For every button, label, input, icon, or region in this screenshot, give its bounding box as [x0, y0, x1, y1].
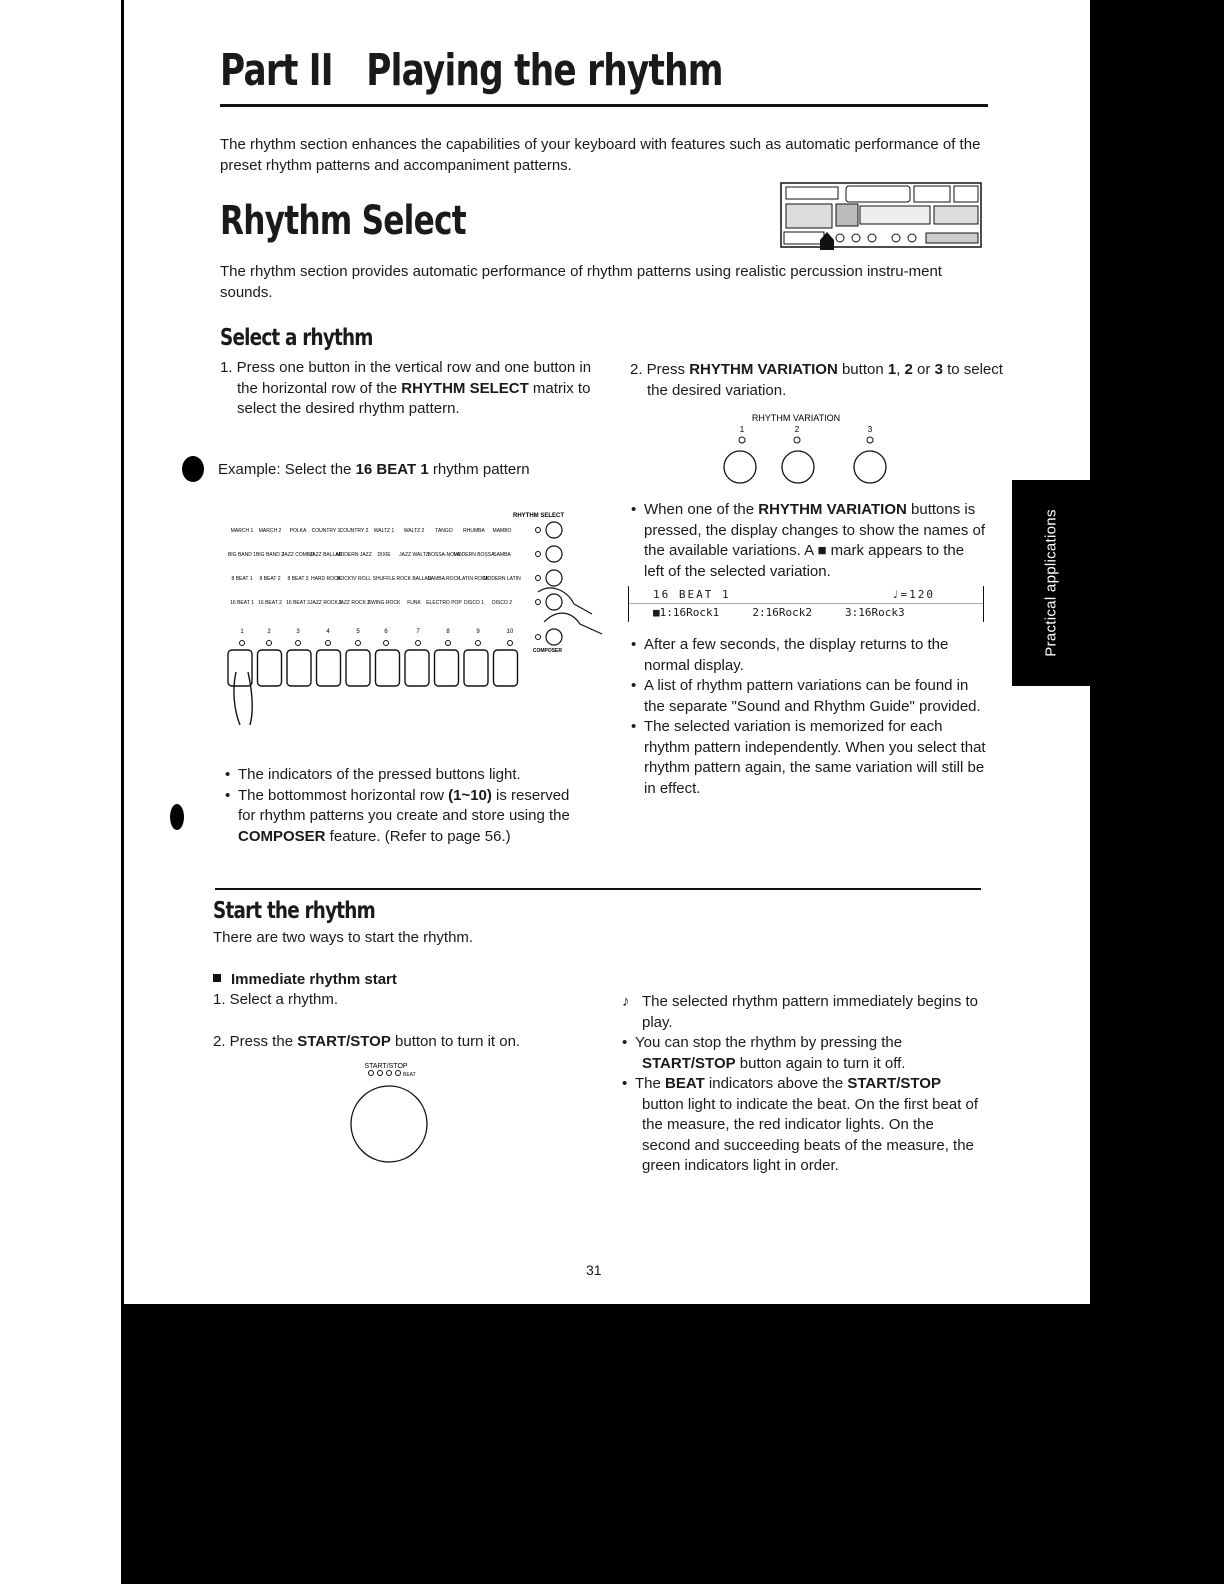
bullet-returns: • After a few seconds, the display returns to the normal display.	[626, 635, 986, 676]
column-indicator	[476, 641, 481, 646]
column-select-button[interactable]	[464, 650, 488, 686]
finger-icon	[234, 672, 252, 725]
bullet-list-guide: • A list of rhythm pattern variations can be found in the separate "Sound and Rhythm Guide" provided.	[626, 676, 986, 717]
matrix-rhythm-name: JAZZ BALLAD	[309, 552, 343, 558]
step-1-text: 1. Press one button in the vertical row and one button in the horizontal row of the RHYTHM SELECT matrix to select the desired rhythm pattern.	[220, 359, 592, 417]
matrix-rhythm-name: WALTZ 2	[403, 528, 425, 534]
matrix-rhythm-name: SHUFFLE	[372, 576, 396, 582]
section-heading-rhythm-select: Rhythm Select	[220, 198, 466, 244]
start-step-2: 2. Press the START/STOP button to turn it on.	[213, 1033, 521, 1050]
matrix-column-number: 3	[296, 629, 300, 635]
display-line-1: 16 BEAT 1	[653, 588, 731, 601]
variation-number-1: 1	[739, 425, 745, 434]
start-right-column	[622, 992, 982, 1177]
matrix-rhythm-name: 8 BEAT 2	[259, 576, 281, 582]
intro-text: The rhythm section enhances the capabilities of your keyboard with features such as automatic performance of the preset rhythm patterns and accompaniment patterns.	[220, 136, 981, 174]
composer-row-indicator	[536, 635, 541, 640]
matrix-rhythm-name: ELECTRO POP	[426, 600, 462, 606]
display-line-2: ■1:16Rock1 2:16Rock2 3:16Rock3	[653, 606, 905, 619]
matrix-rhythm-name: ROCK'N' ROLL	[336, 576, 372, 582]
row-select-button[interactable]	[546, 594, 562, 610]
page-title: Part II Playing the rhythm	[220, 45, 723, 96]
variation-button-1[interactable]	[724, 451, 756, 483]
section-divider	[215, 888, 981, 890]
start-stop-label: START/STOP	[364, 1063, 408, 1070]
start-stop-illustration	[340, 1058, 450, 1168]
matrix-rhythm-name: HARD ROCK	[310, 576, 342, 582]
hand-icon	[544, 613, 602, 634]
rhythm-variation-buttons	[712, 408, 892, 490]
example-text: Example: Select the 16 BEAT 1 rhythm pattern	[218, 461, 530, 478]
matrix-rhythm-name: JAZZ WALTZ	[399, 552, 429, 558]
matrix-rhythm-name: JAZZ ROCK 1	[310, 600, 342, 606]
matrix-rhythm-name: TANGO	[435, 528, 453, 534]
beat-indicator-4	[396, 1071, 401, 1076]
matrix-column-number: 6	[384, 629, 388, 635]
side-tab	[1012, 480, 1090, 686]
beat-indicator-2	[378, 1071, 383, 1076]
column-select-button[interactable]	[405, 650, 429, 686]
matrix-rhythm-name: 16 BEAT 1	[230, 600, 254, 606]
margin-dot	[182, 456, 204, 482]
matrix-column-number: 2	[267, 629, 271, 635]
matrix-rhythm-name: 8 BEAT 1	[231, 576, 253, 582]
page-margin-bottom	[123, 1304, 1090, 1584]
bullet-bottom-row: • The bottommost horizontal row (1~10) is reserved for rhythm patterns you create and store using the COMPOSER feature. (Refer to page 56.)	[220, 786, 570, 848]
matrix-column-number: 5	[356, 629, 360, 635]
lcd-display	[628, 586, 984, 622]
matrix-column-number: 10	[506, 629, 514, 635]
matrix-label: RHYTHM SELECT	[513, 513, 564, 519]
column-select-button[interactable]	[258, 650, 282, 686]
matrix-column-number: 9	[476, 629, 480, 635]
column-indicator	[267, 641, 272, 646]
bullet-indicators: • The indicators of the pressed buttons light.	[220, 765, 570, 786]
page-margin-right	[1090, 0, 1224, 1584]
matrix-column-number: 4	[326, 629, 330, 635]
matrix-rhythm-name: 8 BEAT 3	[287, 576, 309, 582]
matrix-rhythm-name: JAZZ ROCK 2	[338, 600, 370, 606]
section-heading-select-a-rhythm: Select a rhythm	[220, 325, 373, 351]
bullet-memorized: • The selected variation is memorized for each rhythm pattern independently. When you select that rhythm pattern again, the same variation will still be in effect.	[626, 717, 986, 799]
row-select-button[interactable]	[546, 522, 562, 538]
variation-indicator-3	[867, 437, 873, 443]
right-bullet-list-2	[626, 635, 986, 799]
column-indicator	[384, 641, 389, 646]
variation-label: RHYTHM VARIATION	[751, 413, 841, 423]
column-indicator	[416, 641, 421, 646]
variation-indicator-2	[794, 437, 800, 443]
column-indicator	[356, 641, 361, 646]
row-indicator	[536, 552, 541, 557]
immediate-start-heading: Immediate rhythm start	[213, 970, 397, 991]
matrix-column-number: 1	[240, 629, 244, 635]
composer-label: COMPOSER	[532, 648, 562, 654]
row-indicator	[536, 528, 541, 533]
matrix-rhythm-name: COUNTRY 1	[311, 528, 341, 534]
column-indicator	[240, 641, 245, 646]
matrix-rows	[228, 522, 562, 610]
matrix-rhythm-name: MARCH 2	[258, 528, 282, 534]
bullet-stop: • You can stop the rhythm by pressing the START/STOP button again to turn it off.	[622, 1033, 982, 1074]
row-indicator	[536, 576, 541, 581]
column-select-button[interactable]	[346, 650, 370, 686]
start-step-1: 1. Select a rhythm.	[213, 991, 339, 1008]
matrix-rhythm-name: 16 BEAT 2	[258, 600, 282, 606]
column-select-button[interactable]	[228, 650, 252, 686]
matrix-rhythm-name: MODERN LATIN	[483, 576, 521, 582]
variation-indicator-1	[739, 437, 745, 443]
matrix-rhythm-name: DIXIE	[377, 552, 391, 558]
margin-dot-2	[170, 804, 184, 830]
rhythm-select-matrix	[222, 500, 612, 730]
matrix-column-number: 8	[446, 629, 450, 635]
page-number: 31	[586, 1262, 602, 1278]
rhythm-select-intro: The rhythm section provides automatic performance of rhythm patterns using realistic percussion instru-ment sounds.	[220, 263, 942, 301]
variation-number-2: 2	[794, 425, 800, 434]
side-tab-label: Practical applications	[1042, 509, 1060, 657]
matrix-rhythm-name: BIG BAND 1	[227, 552, 257, 558]
display-tempo: ♩=120	[891, 588, 935, 601]
column-select-button[interactable]	[287, 650, 311, 686]
column-select-button[interactable]	[494, 650, 518, 686]
right-bullet-list	[626, 500, 986, 582]
matrix-rhythm-name: ROCK BALLAD	[396, 576, 432, 582]
matrix-rhythm-name: SAMBA	[493, 552, 511, 558]
section-heading-start-the-rhythm: Start the rhythm	[213, 898, 375, 924]
column-select-button[interactable]	[376, 650, 400, 686]
row-indicator	[536, 600, 541, 605]
matrix-rhythm-name: DISCO 1	[463, 600, 485, 606]
composer-row-button[interactable]	[546, 629, 562, 645]
matrix-rhythm-name: DISCO 2	[491, 600, 513, 606]
keyboard-panel-illustration	[780, 182, 982, 250]
matrix-column-number: 7	[416, 629, 420, 635]
matrix-rhythm-name: RHUMBA	[463, 528, 485, 534]
matrix-rhythm-name: SWING ROCK	[367, 600, 401, 606]
matrix-rhythm-name: POLKA	[289, 528, 307, 534]
left-bullet-list	[220, 765, 570, 847]
step-2-text: 2. Press RHYTHM VARIATION button 1, 2 or 3 to select the desired variation.	[630, 361, 1003, 399]
variation-button-3[interactable]	[854, 451, 886, 483]
matrix-rhythm-name: JAZZ COMBO	[281, 552, 315, 558]
column-indicator	[508, 641, 513, 646]
row-select-button[interactable]	[546, 570, 562, 586]
matrix-number-row	[240, 629, 563, 646]
matrix-rhythm-name: SAMBA ROCK	[427, 576, 461, 582]
matrix-rhythm-name: COUNTRY 2	[339, 528, 369, 534]
column-indicator	[446, 641, 451, 646]
note-icon: ♪	[622, 993, 630, 1010]
start-stop-button[interactable]	[351, 1086, 427, 1162]
beat-label: BEAT	[403, 1072, 416, 1078]
variation-number-3: 3	[867, 425, 873, 434]
matrix-rhythm-name: MARCH 1	[230, 528, 254, 534]
title-rule	[220, 104, 988, 107]
matrix-rhythm-name: BIG BAND 2	[255, 552, 285, 558]
beat-indicator-3	[387, 1071, 392, 1076]
matrix-rhythm-name: 16 BEAT 3	[286, 600, 310, 606]
column-select-button[interactable]	[435, 650, 459, 686]
bullet-beat: • The BEAT indicators above the START/STOP button light to indicate the beat. On the first beat of the measure, the red indicator lights. On the second and succeeding beats of the measure, the green indicators light in order.	[622, 1074, 982, 1177]
row-select-button[interactable]	[546, 546, 562, 562]
column-select-button[interactable]	[317, 650, 341, 686]
matrix-rhythm-name: BOSSA-NOVA	[427, 552, 461, 558]
variation-button-2[interactable]	[782, 451, 814, 483]
matrix-rhythm-name: MODERN BOSSA	[453, 552, 495, 558]
matrix-rhythm-name: WALTZ 1	[373, 528, 395, 534]
start-intro: There are two ways to start the rhythm.	[213, 929, 474, 946]
matrix-rhythm-name: FUNK	[407, 600, 421, 606]
beat-indicator-1	[369, 1071, 374, 1076]
matrix-rhythm-name: LATIN ROCK	[459, 576, 489, 582]
column-indicator	[326, 641, 331, 646]
start-note-plays: ♪ The selected rhythm pattern immediately begins to play.	[622, 993, 978, 1031]
bullet-variation-display: • When one of the RHYTHM VARIATION buttons is pressed, the display changes to show the names of the available variations. A ■ mark appears to the left of the selected variation.	[626, 500, 986, 582]
matrix-rhythm-name: MODERN JAZZ	[336, 552, 372, 558]
matrix-buttons	[228, 650, 518, 686]
matrix-rhythm-name: MAMBO	[492, 528, 512, 534]
column-indicator	[296, 641, 301, 646]
